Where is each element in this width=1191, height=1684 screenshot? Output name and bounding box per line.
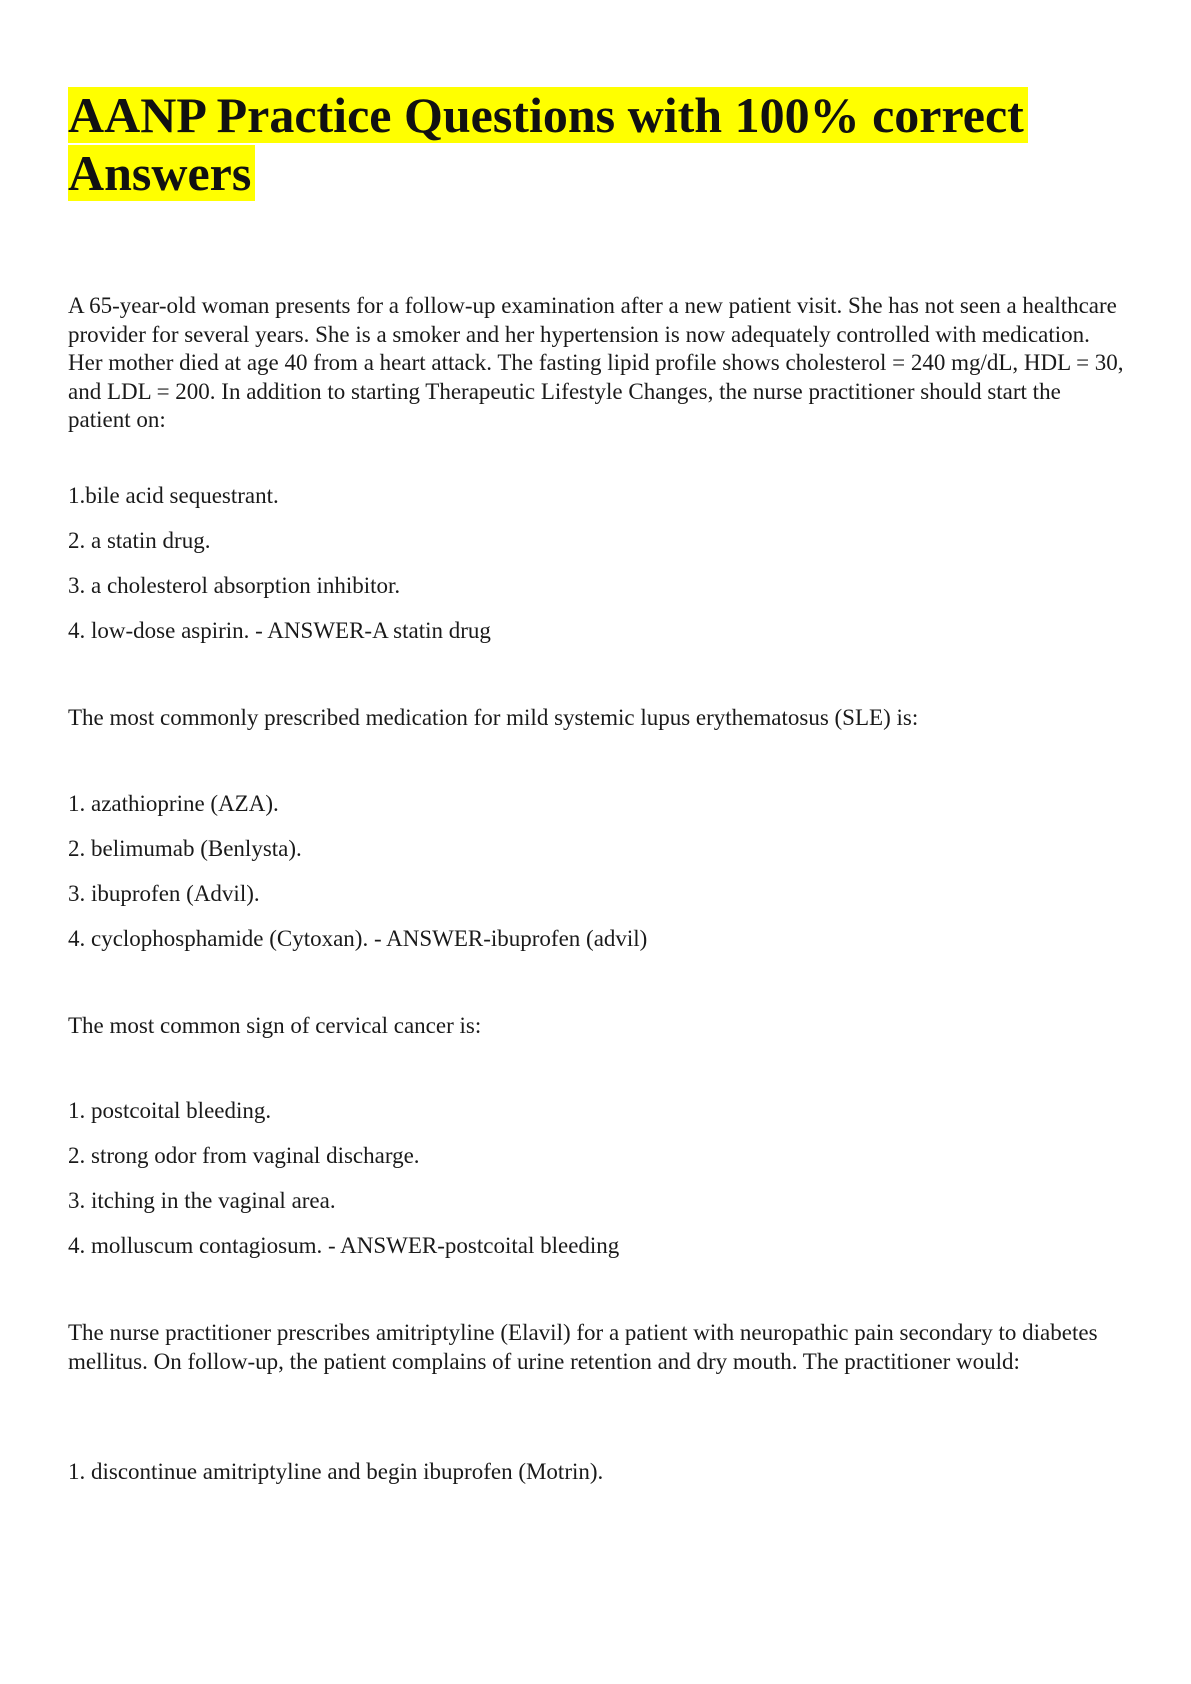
question-2-option-1: 1. azathioprine (AZA). [68,791,279,816]
question-4-option-1: 1. discontinue amitriptyline and begin ibuprofen (Motrin). [68,1459,604,1484]
title-highlight: AANP Practice Questions with 100% correct Answers [68,87,1028,201]
question-1-option-4-answer: 4. low-dose aspirin. - ANSWER-A statin drug [68,618,491,643]
question-1-option-1: 1.bile acid sequestrant. [68,483,279,508]
question-1-option-2: 2. a statin drug. [68,528,211,553]
question-3-option-3: 3. itching in the vaginal area. [68,1188,336,1213]
question-3-option-1: 1. postcoital bleeding. [68,1098,272,1123]
question-2-option-2: 2. belimumab (Benlysta). [68,836,302,861]
question-1-stem: A 65-year-old woman presents for a follow-up examination after a new patient visit. She has not seen a healthcare provider for several years. She is a smoker and her hypertension is now adequately controlled with medication. Her mother died at age 40 from a heart attack. The fasting lipid profile shows cholesterol = 240 mg/dL, HDL = 30, and LDL = 200. In addition to starting Therapeutic Lifestyle Changes, the nurse practitioner should start the patient on: [68,293,1124,432]
question-3-option-4-answer: 4. molluscum contagiosum. - ANSWER-postcoital bleeding [68,1233,620,1258]
question-1-option-3: 3. a cholesterol absorption inhibitor. [68,573,401,598]
question-4-stem: The nurse practitioner prescribes amitriptyline (Elavil) for a patient with neuropathic pain secondary to diabetes mellitus. On follow-up, the patient complains of urine retention and dry mouth. The practitioner would: [68,1320,1098,1374]
question-3-option-2: 2. strong odor from vaginal discharge. [68,1143,420,1168]
document-title [68,86,1068,202]
question-2-option-4-answer: 4. cyclophosphamide (Cytoxan). - ANSWER-ibuprofen (advil) [68,926,648,951]
question-3-stem: The most common sign of cervical cancer is: [68,1013,482,1038]
question-2-stem: The most commonly prescribed medication for mild systemic lupus erythematosus (SLE) is: [68,705,919,730]
question-2-option-3: 3. ibuprofen (Advil). [68,881,260,906]
